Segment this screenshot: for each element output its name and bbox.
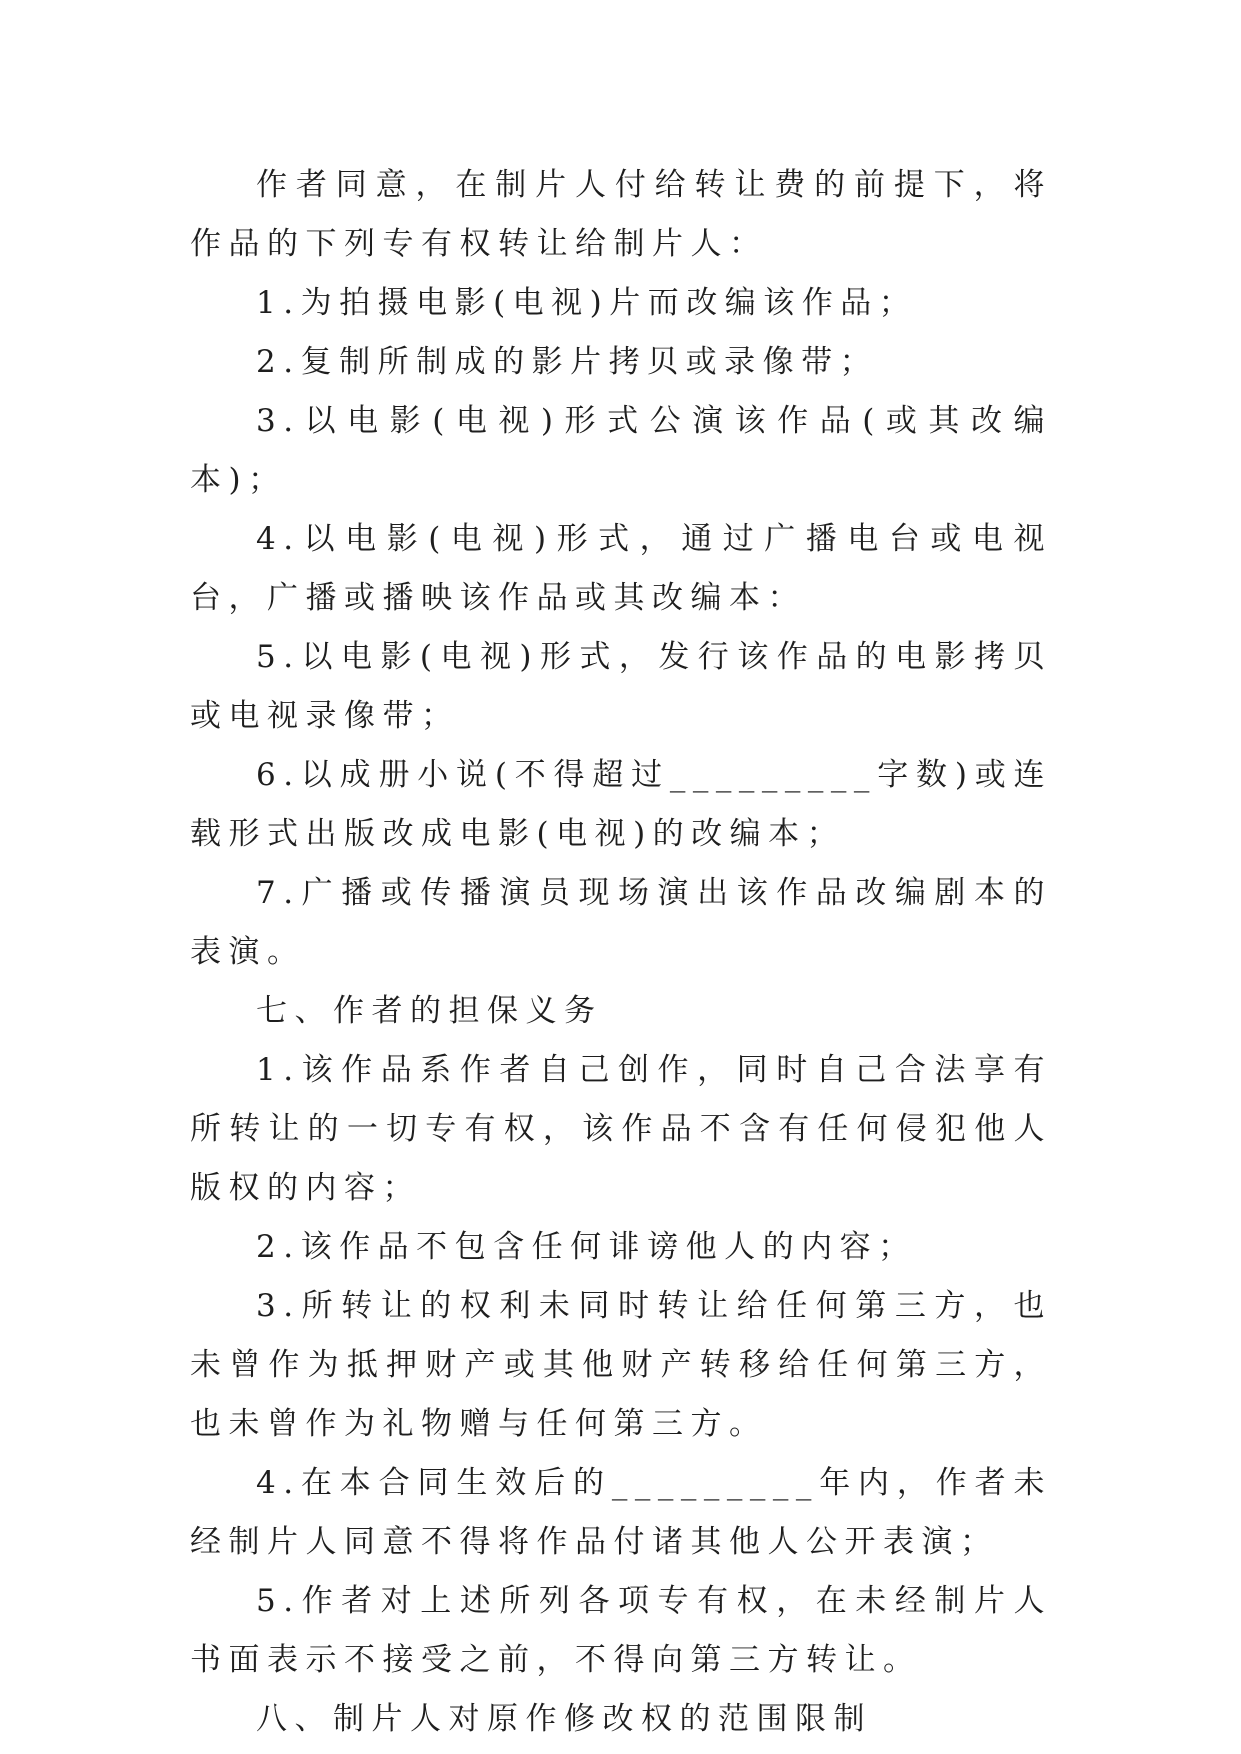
- paragraph-right-6: 6.以成册小说(不得超过_________字数)或连载形式出版改成电影(电视)的改编本；: [190, 757, 1052, 852]
- document-body: [190, 156, 1052, 1749]
- paragraph-intro: 作者同意，在制片人付给转让费的前提下，将作品的下列专有权转让给制片人：: [190, 167, 1052, 262]
- paragraph-right-1: 1.为拍摄电影(电视)片而改编该作品；: [256, 285, 918, 321]
- paragraph-warranty-4: 4.在本合同生效后的_________年内，作者未经制片人同意不得将作品付诸其他人公开表演；: [190, 1465, 1052, 1560]
- paragraph-warranty-5: 5.作者对上述所列各项专有权，在未经制片人书面表示不接受之前，不得向第三方转让。: [190, 1583, 1052, 1678]
- paragraph-warranty-1: 1.该作品系作者自己创作，同时自己合法享有所转让的一切专有权，该作品不含有任何侵犯他人版权的内容；: [190, 1052, 1052, 1206]
- paragraph-right-7: 7.广播或传播演员现场演出该作品改编剧本的表演。: [190, 875, 1052, 970]
- paragraph-warranty-2: 2.该作品不包含任何诽谤他人的内容；: [256, 1229, 917, 1265]
- section-heading-8: 八、制片人对原作修改权的范围限制: [256, 1701, 872, 1737]
- paragraph-right-3: 3.以电影(电视)形式公演该作品(或其改编本)；: [190, 403, 1052, 498]
- paragraph-right-4: 4.以电影(电视)形式，通过广播电台或电视台，广播或播映该作品或其改编本：: [190, 521, 1052, 616]
- paragraph-right-2: 2.复制所制成的影片拷贝或录像带；: [256, 344, 879, 380]
- paragraph-warranty-3: 3.所转让的权利未同时转让给任何第三方，也未曾作为抵押财产或其他财产转移给任何第三方，也未曾作为礼物赠与任何第三方。: [190, 1288, 1052, 1442]
- section-heading-7: 七、作者的担保义务: [256, 993, 603, 1029]
- paragraph-right-5: 5.以电影(电视)形式，发行该作品的电影拷贝或电视录像带；: [190, 639, 1052, 734]
